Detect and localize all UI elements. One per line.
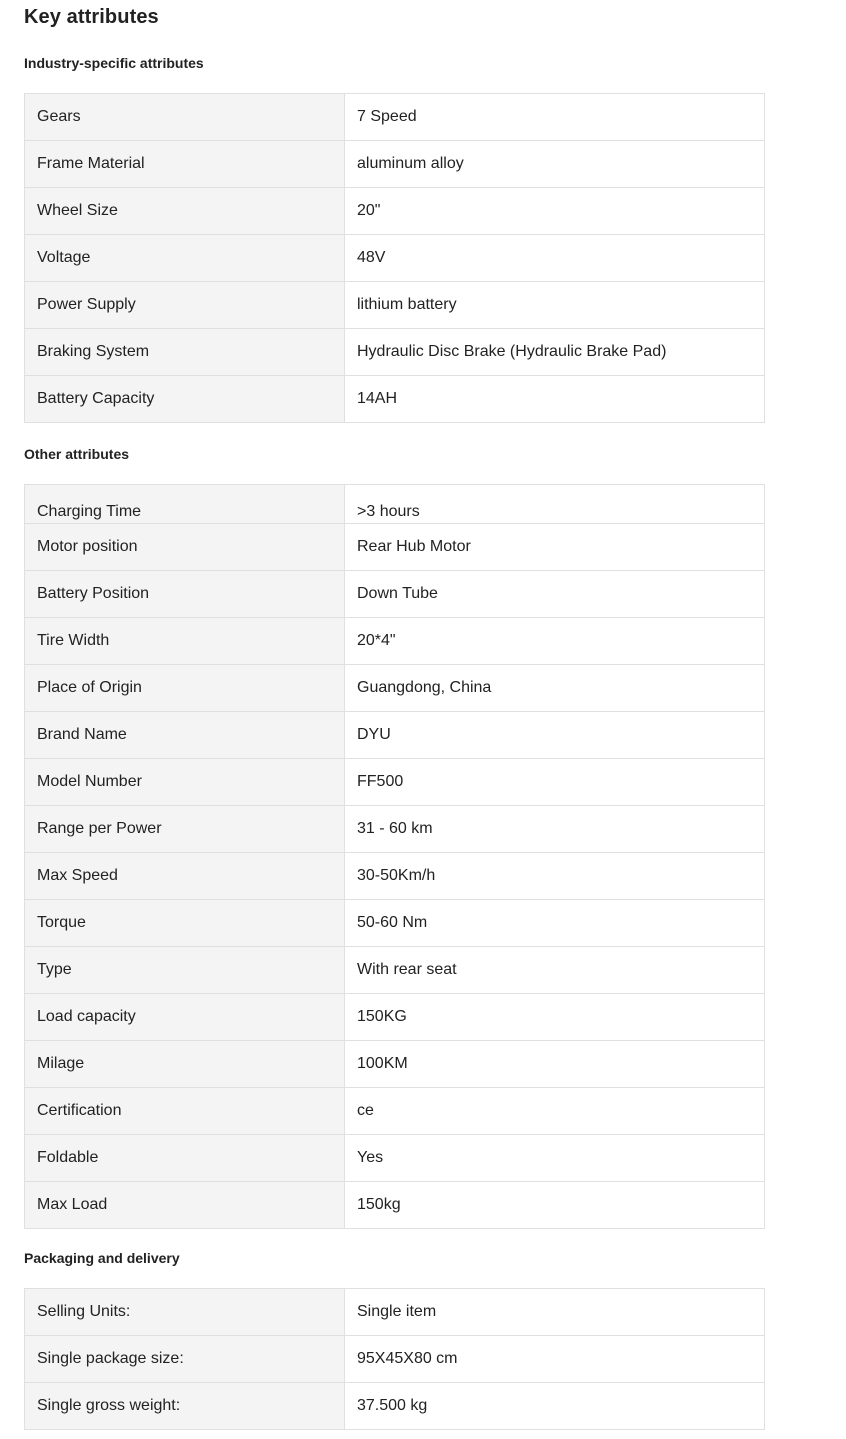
attribute-key: Gears xyxy=(25,94,345,141)
table-row xyxy=(25,900,765,947)
attribute-value: 20" xyxy=(345,188,765,235)
attribute-key: Certification xyxy=(25,1088,345,1135)
section-title-packaging: Packaging and delivery xyxy=(24,1250,180,1266)
attribute-key: Max Load xyxy=(25,1182,345,1229)
attribute-value: aluminum alloy xyxy=(345,141,765,188)
attribute-key: Power Supply xyxy=(25,282,345,329)
attribute-key: Braking System xyxy=(25,329,345,376)
attribute-key: Battery Capacity xyxy=(25,376,345,423)
table-row xyxy=(25,524,765,571)
attribute-value: 37.500 kg xyxy=(345,1383,765,1430)
attribute-key: Torque xyxy=(25,900,345,947)
attribute-value: Single item xyxy=(345,1289,765,1336)
attribute-value: FF500 xyxy=(345,759,765,806)
attribute-value: Rear Hub Motor xyxy=(345,524,765,571)
attribute-key: Milage xyxy=(25,1041,345,1088)
attribute-value: 150KG xyxy=(345,994,765,1041)
attribute-value: Yes xyxy=(345,1135,765,1182)
attribute-value: Down Tube xyxy=(345,571,765,618)
table-row xyxy=(25,1182,765,1229)
table-row xyxy=(25,141,765,188)
attribute-key: Foldable xyxy=(25,1135,345,1182)
table-row xyxy=(25,188,765,235)
table-row xyxy=(25,994,765,1041)
attribute-key: Wheel Size xyxy=(25,188,345,235)
attribute-key: Tire Width xyxy=(25,618,345,665)
attribute-value: 20*4" xyxy=(345,618,765,665)
attribute-key: Voltage xyxy=(25,235,345,282)
table-row xyxy=(25,853,765,900)
table-row xyxy=(25,618,765,665)
attribute-value: 31 - 60 km xyxy=(345,806,765,853)
table-row xyxy=(25,806,765,853)
attribute-value: Guangdong, China xyxy=(345,665,765,712)
table-row xyxy=(25,712,765,759)
table-row xyxy=(25,1383,765,1430)
attribute-key: Max Speed xyxy=(25,853,345,900)
industry-attributes-table xyxy=(24,93,765,423)
table-row xyxy=(25,947,765,994)
table-row xyxy=(25,329,765,376)
attribute-key: Load capacity xyxy=(25,994,345,1041)
table-row xyxy=(25,485,765,524)
attribute-key: Frame Material xyxy=(25,141,345,188)
attribute-value: 95X45X80 cm xyxy=(345,1336,765,1383)
attribute-key: Selling Units: xyxy=(25,1289,345,1336)
attribute-key: Single package size: xyxy=(25,1336,345,1383)
section-title-other: Other attributes xyxy=(24,446,130,462)
table-row xyxy=(25,94,765,141)
page-title: Key attributes xyxy=(24,6,159,28)
attribute-value: With rear seat xyxy=(345,947,765,994)
attribute-key: Place of Origin xyxy=(25,665,345,712)
attribute-value: DYU xyxy=(345,712,765,759)
table-row xyxy=(25,282,765,329)
table-row xyxy=(25,665,765,712)
attribute-value: 150kg xyxy=(345,1182,765,1229)
attribute-value: 30-50Km/h xyxy=(345,853,765,900)
attribute-key: Single gross weight: xyxy=(25,1383,345,1430)
table-row xyxy=(25,759,765,806)
section-title-industry: Industry-specific attributes xyxy=(24,55,204,71)
attribute-key: Range per Power xyxy=(25,806,345,853)
other-attributes-table xyxy=(24,484,765,1229)
attribute-value: lithium battery xyxy=(345,282,765,329)
packaging-table xyxy=(24,1288,765,1430)
attribute-key: Battery Position xyxy=(25,571,345,618)
attribute-value: 100KM xyxy=(345,1041,765,1088)
attribute-value: >3 hours xyxy=(345,485,765,524)
attribute-key: Charging Time xyxy=(25,485,345,524)
attribute-value: 50-60 Nm xyxy=(345,900,765,947)
table-row xyxy=(25,1336,765,1383)
attribute-key: Type xyxy=(25,947,345,994)
attribute-key: Motor position xyxy=(25,524,345,571)
table-row xyxy=(25,571,765,618)
table-row xyxy=(25,376,765,423)
table-row xyxy=(25,1041,765,1088)
table-row xyxy=(25,1289,765,1336)
attribute-value: 14AH xyxy=(345,376,765,423)
attribute-value: 48V xyxy=(345,235,765,282)
table-row xyxy=(25,1088,765,1135)
attribute-key: Brand Name xyxy=(25,712,345,759)
attribute-key: Model Number xyxy=(25,759,345,806)
attribute-value: ce xyxy=(345,1088,765,1135)
attribute-value: Hydraulic Disc Brake (Hydraulic Brake Pad) xyxy=(345,329,765,376)
table-row xyxy=(25,235,765,282)
attribute-value: 7 Speed xyxy=(345,94,765,141)
table-row xyxy=(25,1135,765,1182)
